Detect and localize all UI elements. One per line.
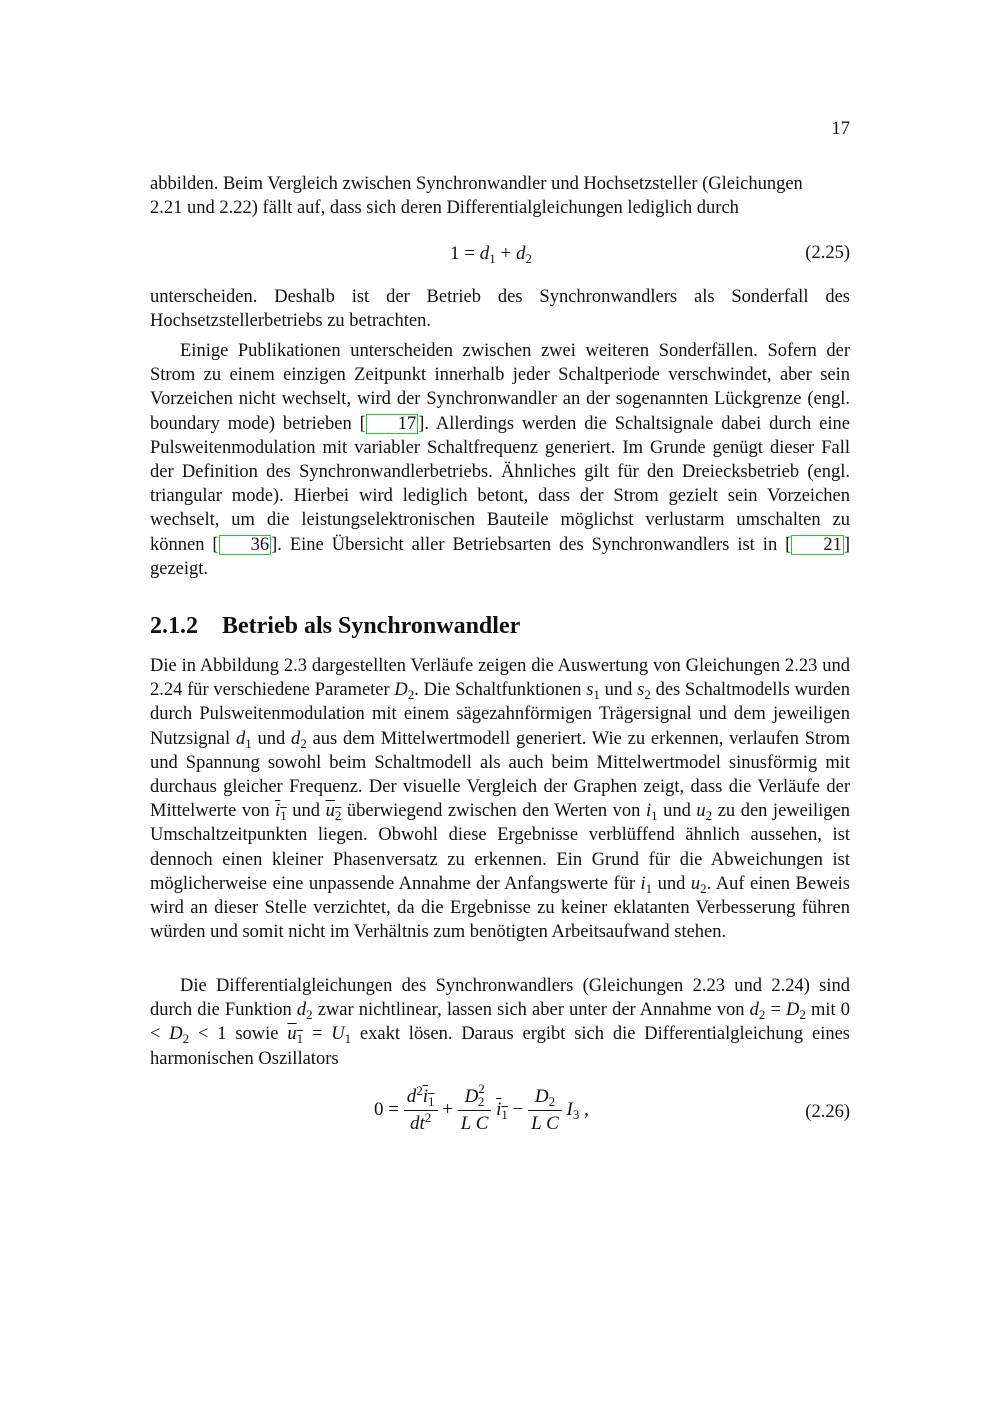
eq-var: d <box>479 243 490 264</box>
eq-lhs: 1 = <box>450 243 480 264</box>
text-run: ]. Allerdings werden die Schaltsignale dabei durch eine Pulsweitenmodulation mit variabler Schaltfrequenz generiert. Im Grunde genügt dieser Fall der Definition des Synchronwandlerbetriebs. Ähnliches gilt für den Dreiecksbetrieb (engl. triangular mode). Hierbei wird lediglich betont, dass der Strom gezielt sein Vorzeichen wechselt, um die leistungselektronischen Bauteile möglichst verlustarm umschalten zu können [ <box>150 413 850 555</box>
eq-op: + <box>495 243 516 264</box>
intro-line-2: 2.21 und 2.22) fällt auf, dass sich deren Differentialgleichungen lediglich durch <box>150 198 739 219</box>
text-run: und <box>652 873 691 894</box>
text-run: zu den jeweiligen Umschaltzeitpunkten liegen. Obwohl diese Ergebnisse verblüffend ähnlich aussehen, ist dennoch einen kleiner Phasenversatz zu erkennen. Ein Grund für die Abweichungen ist möglicherweise eine unpassende Annahme der Anfangswerte für <box>150 801 850 894</box>
text-run: ] gezeigt. <box>150 534 850 579</box>
paragraph-5: Die Differentialgleichungen des Synchronwandlers (Gleichungen 2.23 und 2.24) sind durch die Funktion $d_2$ zwar nichtlinear, lassen sich aber unter der Annahme von $d_2 = D_2$ mit $0 < D_2 < 1$ sowie $u_1 = U_1$ exakt lösen. Daraus ergibt sich die Differentialgleichung eines harmonischen Oszillators <box>150 976 851 1069</box>
eq-var: d <box>515 243 526 264</box>
equation-2-26: 0 = $\frac{d^2i_1}{dt^2}$ + $\frac{D^2_2}{\text{L C}}$ $i_1$ − $\frac{D_2}{\text{L C}}$ $I_3$ , <box>374 1084 589 1137</box>
eq-var: L C <box>460 1113 489 1134</box>
equation-number: (2.25) <box>805 243 850 263</box>
paragraph-3 <box>150 339 850 581</box>
citation-link[interactable]: 17 <box>366 414 419 434</box>
text-run: und <box>251 728 292 749</box>
text-run: und <box>286 801 326 822</box>
fraction: $\frac{D_2}{\text{L C}}$ <box>528 1084 562 1137</box>
eq-punct: , <box>584 1098 589 1120</box>
text-run: und <box>599 680 638 701</box>
paragraph-4: Die in Abbildung 2.3 dargestellten Verläufe zeigen die Auswertung von Gleichungen 2.23 und 2.24 für verschiedene Parameter $D_2$. Die Schaltfunktionen $s_1$ und $s_2$ des Schaltmodells wurden durch Pulsweitenmodulation mit einem sägezahnförmigen Trägersignal und dem jeweiligen Nutzsignal $d_1$ und $d_2$ aus dem Mittelwertmodell generiert. Wie zu erkennen, verlaufen Strom und Spannung sowohl beim Schaltmodell als auch beim Mittelwertmodel sinusförmig mit durchaus gleicher Frequenz. Der visuelle Vergleich der Graphen zeigt, dass die Verläufe der Mittelwerte von $i_1$ und $u_2$ überwiegend zwischen den Werten von $i_1$ und $u_2$ zu den jeweiligen Umschaltzeitpunkten liegen. Obwohl diese Ergebnisse verblüffend ähnlich aussehen, ist dennoch einen kleiner Phasenversatz zu erkennen. Ein Grund für die Abweichungen ist möglicherweise eine unpassende Annahme der Anfangswerte für $i_1$ und $u_2$. Auf einen Beweis wird an dieser Stelle verzichtet, da die Ergebnisse zu keiner eklatanten Verbesserung führen würden und somit nicht im Verhältnis zum benötigten Arbeitsaufwand stehen. <box>150 656 850 943</box>
text-run: und <box>657 801 697 822</box>
text-run: Die Differentialgleichungen des Synchronwandlers (Gleichungen 2.23 und 2.24) sind durch die Funktion <box>150 976 850 1021</box>
intro-line-1: abbilden. Beim Vergleich zwischen Synchronwandler und Hochsetzsteller (Gleichungen <box>150 174 803 194</box>
section-number: 2.1.2 <box>150 613 198 639</box>
section-title: Betrieb als Synchronwandler <box>222 613 521 639</box>
text-run: < 1 sowie <box>189 1024 288 1045</box>
text-run: Die in Abbildung 2.3 dargestellten Verläufe zeigen die Auswertung von Gleichungen 2.23 und 2.24 für verschiedene Parameter <box>150 656 850 701</box>
text-run: ]. Eine Übersicht aller Betriebsarten des Synchronwandlers ist in [ <box>271 534 792 555</box>
text-run: überwiegend zwischen den Werten von <box>341 801 646 822</box>
eq-lhs: 0 = <box>374 1098 399 1120</box>
equation-2-25 <box>450 243 532 265</box>
eq-var: dt <box>409 1113 425 1134</box>
eq-var: L C <box>531 1113 559 1134</box>
text-run: mit 0 < <box>150 1000 851 1045</box>
citation-link[interactable]: 21 <box>791 535 844 555</box>
fraction: $\frac{D^2_2}{\text{L C}}$ <box>458 1084 492 1137</box>
text-run: . Auf einen Beweis wird an dieser Stelle verzichtet, da die Ergebnisse zu keiner eklatanten Verbesserung führen würden und somit nicht im Verhältnis zum benötigten Arbeitsaufwand stehen. <box>150 873 850 943</box>
text-run: des Schaltmodells wurden durch Pulsweitenmodulation mit einem sägezahnförmigen Trägersignal und dem jeweiligen Nutzsignal <box>150 680 850 749</box>
text-run: . Die Schaltfunktionen <box>414 680 587 701</box>
eq-var: d <box>406 1086 417 1107</box>
fraction: $\frac{d^2i_1}{dt^2}$ <box>404 1084 438 1137</box>
text-run: exakt lösen. Daraus ergibt sich die Differentialgleichung eines harmonischen Oszillators <box>150 1024 851 1069</box>
section-heading <box>150 612 520 640</box>
text-run: zwar nichtlinear, lassen sich aber unter der Annahme von <box>312 1000 750 1021</box>
text-run: aus dem Mittelwertmodell generiert. Wie zu erkennen, verlaufen Strom und Spannung sowohl beim Schaltmodell als auch beim Mittelwertmodel sinusförmig mit durchaus gleicher Frequenz. Der visuelle Vergleich der Graphen zeigt, dass die Verläufe der Mittelwerte von <box>150 728 850 822</box>
page-number: 17 <box>831 119 850 139</box>
paragraph-intro <box>150 172 850 220</box>
eq-sub: 2 <box>525 251 532 266</box>
eq-sub: 1 <box>489 251 496 266</box>
text-run: Einige Publikationen unterscheiden zwischen zwei weiteren Sonderfällen. Sofern der Strom zu einem einzigen Zeitpunkt innerhalb jeder Schaltperiode verschwindet, aber sein Vorzeichen nicht wechselt, wird der Synchronwandler an der sogenannten Lückgrenze (engl. boundary mode) betrieben [ <box>150 341 850 434</box>
paragraph-2: unterscheiden. Deshalb ist der Betrieb des Synchronwandlers als Sonderfall des Hochsetzstellerbetriebs zu betrachten. <box>150 287 850 332</box>
equation-number: (2.26) <box>805 1102 850 1122</box>
citation-link[interactable]: 36 <box>219 535 272 555</box>
